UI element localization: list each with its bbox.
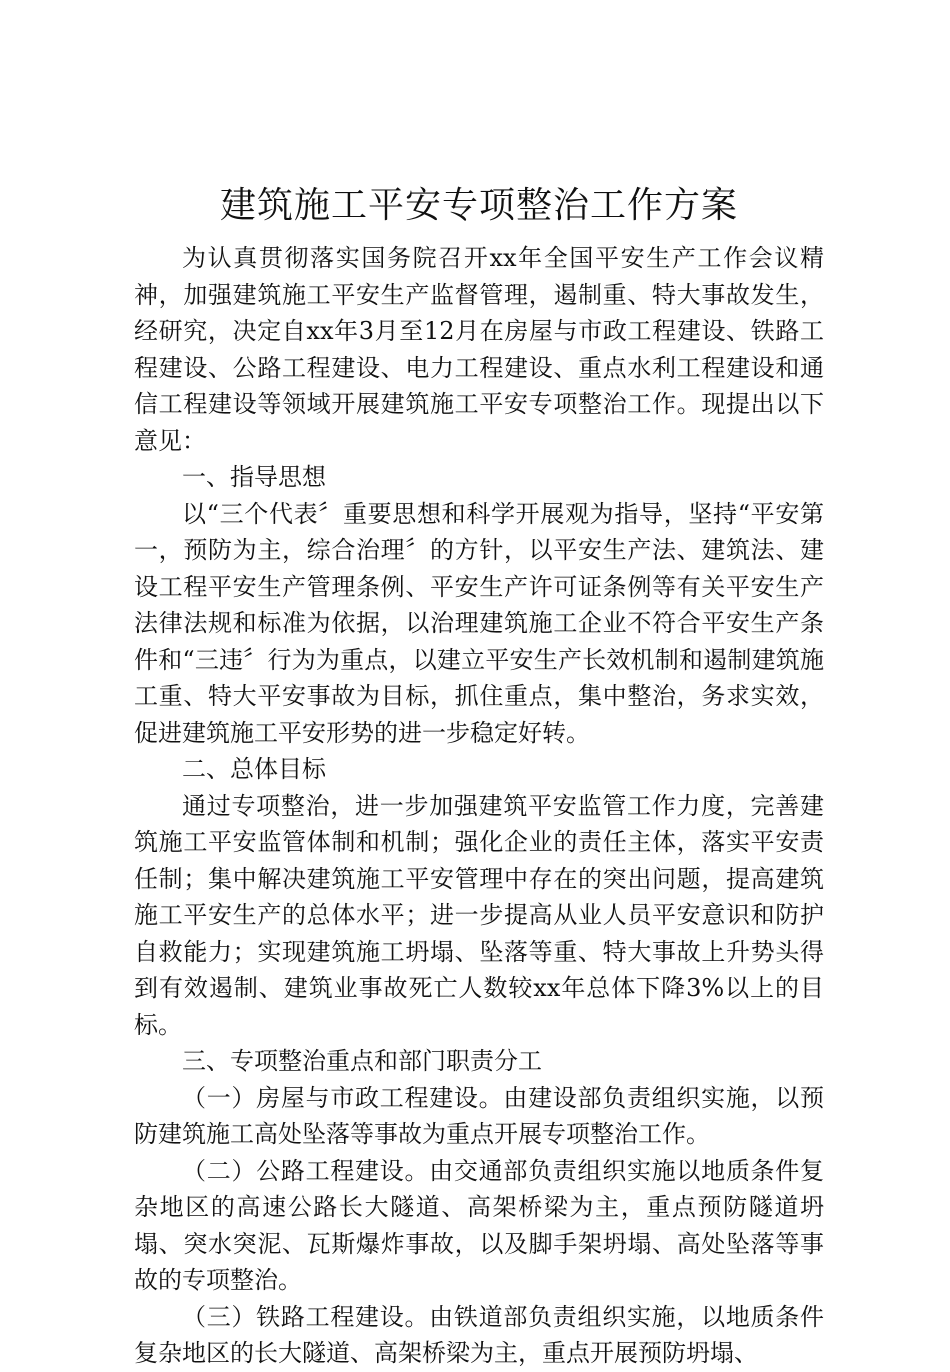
section-heading-guiding-ideology: 一、指导思想 <box>182 463 326 491</box>
key-point-railway: （三）铁路工程建设。由铁道部负责组织实施，以地质条件复杂地区的长大隧道、高架桥梁为主，重点开展预防坍塌、 <box>134 1302 824 1367</box>
key-point-housing-municipal: （一）房屋与市政工程建设。由建设部负责组织实施，以预防建筑施工高处坠落等事故为重点开展专项整治工作。 <box>134 1083 824 1148</box>
section-heading-key-points: 三、专项整治重点和部门职责分工 <box>182 1047 542 1075</box>
intro-paragraph: 为认真贯彻落实国务院召开xx年全国平安生产工作会议精神，加强建筑施工平安生产监督管理，遏制重、特大事故发生，经研究，决定自xx年3月至12月在房屋与市政工程建设、铁路工程建设、公路工程建设、电力工程建设、重点水利工程建设和通信工程建设等领域开展建筑施工平安专项整治工作。现提出以下意见： <box>134 244 824 455</box>
document-title: 建筑施工平安专项整治工作方案 <box>219 185 738 226</box>
overall-goals-paragraph: 通过专项整治，进一步加强建筑平安监管工作力度，完善建筑施工平安监管体制和机制；强化企业的责任主体，落实平安责任制；集中解决建筑施工平安管理中存在的突出问题，提高建筑施工平安生产的总体水平；进一步提高从业人员平安意识和防护自救能力；实现建筑施工坍塌、坠落等重、特大事故上升势头得到有效遏制、建筑业事故死亡人数较xx年总体下降3%以上的目标。 <box>134 791 824 1039</box>
document-page <box>134 178 824 1372</box>
section-heading-overall-goals: 二、总体目标 <box>182 755 326 783</box>
key-point-highway: （二）公路工程建设。由交通部负责组织实施以地质条件复杂地区的高速公路长大隧道、高架桥梁为主，重点预防隧道坍塌、突水突泥、瓦斯爆炸事故，以及脚手架坍塌、高处坠落等事故的专项整治。 <box>134 1156 824 1294</box>
guiding-ideology-paragraph: 以“三个代表〞重要思想和科学开展观为指导，坚持“平安第一，预防为主，综合治理〞的方针，以平安生产法、建筑法、建设工程平安生产管理条例、平安生产许可证条例等有关平安生产法律法规和标准为依据，以治理建筑施工企业不符合平安生产条件和“三违〞行为为重点，以建立平安生产长效机制和遏制建筑施工重、特大平安事故为目标，抓住重点，集中整治，务求实效，促进建筑施工平安形势的进一步稳定好转。 <box>134 499 824 747</box>
